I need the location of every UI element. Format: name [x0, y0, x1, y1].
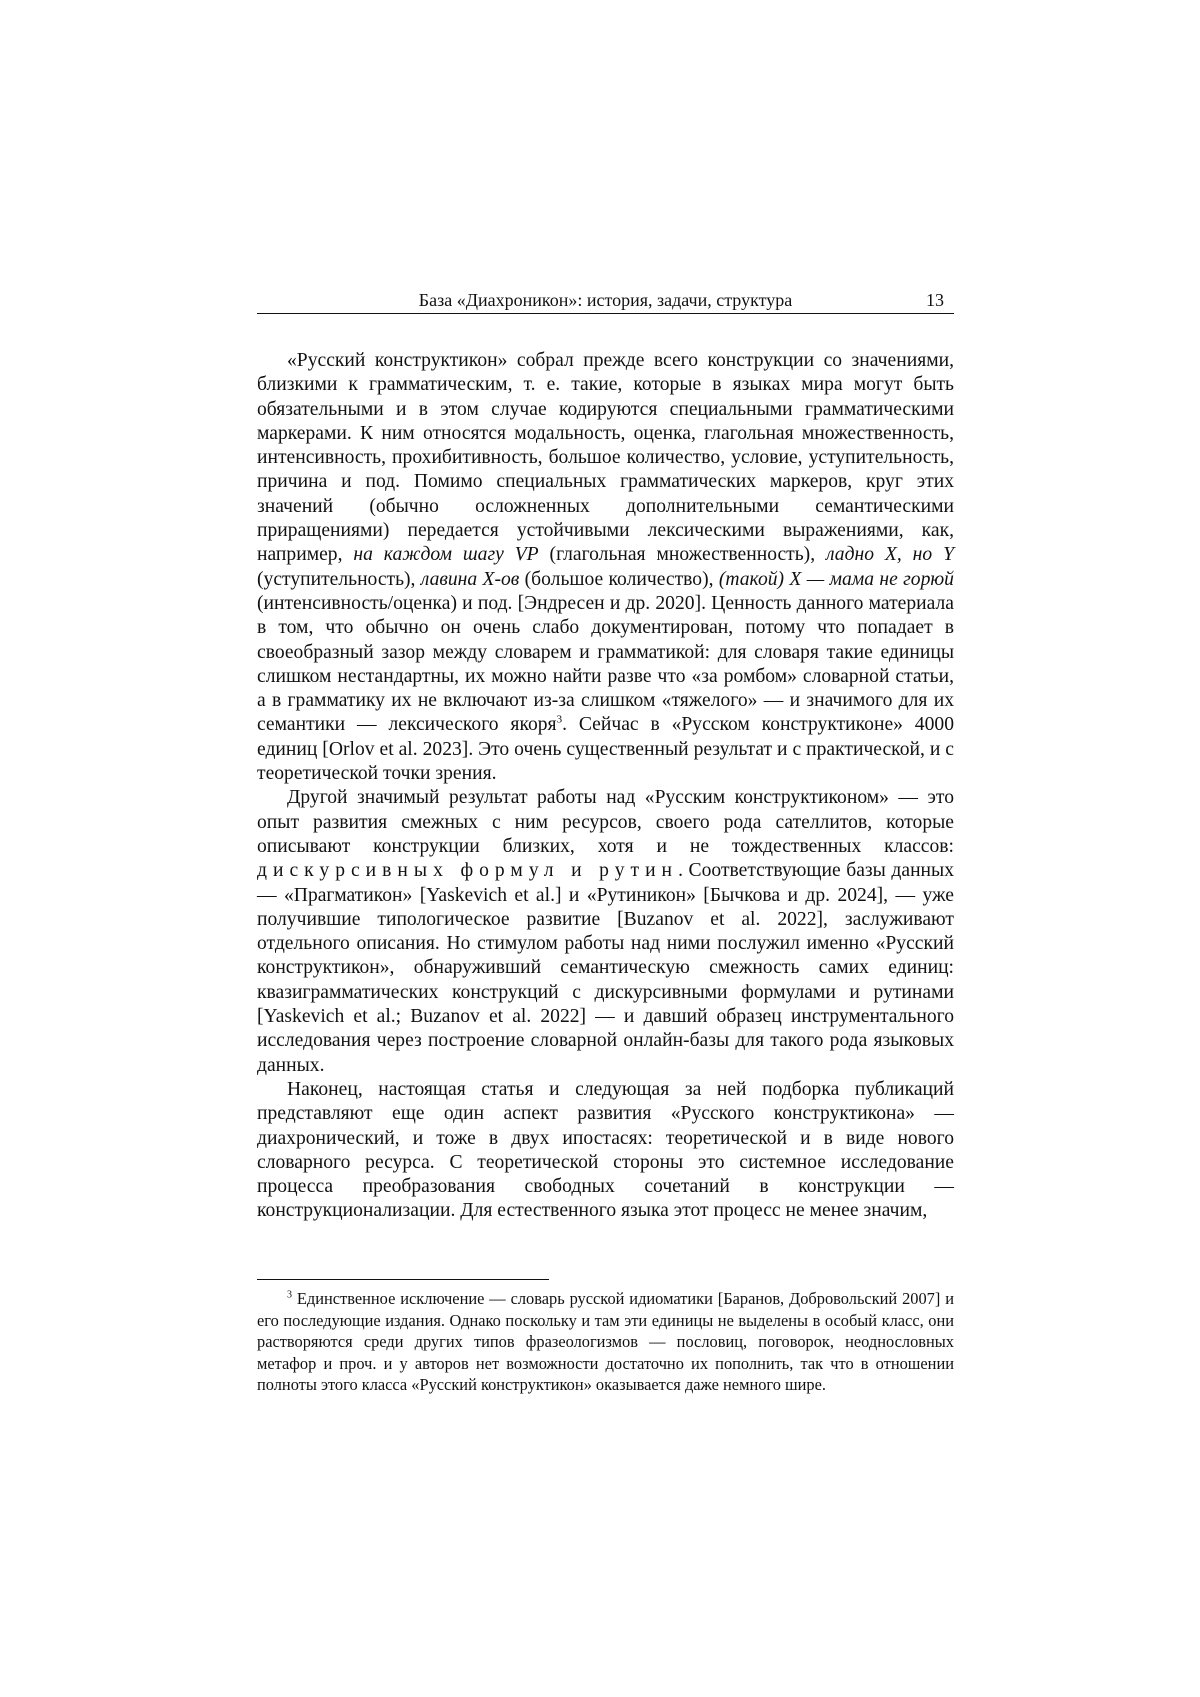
text-run: (интенсивность/оценка) и под. [Эндресен и др. 2020]. Ценность данного материала в том, что обычно он очень слабо документирован, потому что попадает в своеобразный зазор между словарем и грамматикой: для словаря такие единицы слишком нестандартны, их можно найти разве что «за ромбом» словарной статьи, а в грамматику их не включают из-за слишком «тяжелого» — и значимого для их семантики — лексического якоря	[257, 592, 954, 736]
text-run: . Соответствующие базы данных — «Прагматикон» [Yaskevich et al.] и «Рутиникон» [Бычкова и др. 2024], — уже получившие типологическое развитие [Buzanov et al. 2022], заслуживают отдельного описания. Но стимулом работы над ними послужил именно «Русский конструктикон», обнаруживший семантическую смежность самих единиц: квазиграмматических конструкций с дискурсивными формулами и рутинами [Yaskevich et al.; Buzanov et al. 2022] — и давший образец инструментального исследования через построение словарной онлайн-базы для такого рода языковых данных.	[257, 860, 954, 1076]
paragraph-2	[257, 786, 954, 1078]
footnote-3	[257, 1288, 954, 1396]
text-run: Наконец, настоящая статья и следующая за ней подборка публикаций представляют еще один аспект развития «Русского конструктикона» — диахронический, и тоже в двух ипостасях: теоретической и в виде нового словарного ресурса. С теоретической стороны это системное исследование процесса преобразования свободных сочетаний в конструкции — конструкционализации. Для естественного языка этот процесс не менее значим,	[257, 1078, 954, 1222]
paragraph-3	[257, 1078, 954, 1224]
text-run: дискурсивных формул и рутин	[257, 860, 679, 882]
italic-example: на каждом шагу VP	[353, 544, 539, 566]
footnote-marker: 3	[287, 1289, 292, 1301]
text-run: (глагольная множественность),	[538, 544, 826, 566]
text-run: (уступительность),	[257, 568, 421, 590]
running-header	[257, 287, 954, 314]
italic-example: лавина X-ов	[420, 568, 520, 590]
footnote-marker: 3	[556, 713, 563, 726]
italic-example: (такой) X — мама не горюй	[718, 568, 954, 590]
text-run: (большое количество),	[519, 568, 719, 590]
text-run: «Русский конструктикон» собрал прежде всего конструкции со значениями, близкими к грамматическим, т. е. такие, которые в языках мира могут быть обязательными и в этом случае кодируются специальными грамматическими маркерами. К ним относятся модальность, оценка, глагольная множественность, интенсивность, прохибитивность, большое количество, условие, уступительность, причина и под. Помимо специальных грамматических маркеров, круг этих значений (обычно осложненных дополнительными семантическими приращениями) передается устойчивыми лексическими выражениями, как, например,	[257, 350, 954, 566]
footnote-text	[257, 1288, 954, 1396]
footnote-separator	[257, 1279, 549, 1280]
body-text	[257, 349, 954, 1224]
text-run: Единственное исключение — словарь русской идиоматики [Баранов, Добровольский 2007] и его последующие издания. Однако поскольку и там эти единицы не выделены в особый класс, они растворяются среди других типов фразеологизмов — пословиц, поговорок, неоднословных метафор и проч. и у авторов нет возможности достаточно их пополнить, так что в отношении полноты этого класса «Русский конструктикон» оказывается даже немного шире.	[257, 1289, 954, 1395]
text-run: Другой значимый результат работы над «Русским конструктиконом» — это опыт развития смежных с ним ресурсов, своего рода сателлитов, которые описывают конструкции близких, хотя и не тождественных классов:	[257, 787, 954, 857]
page-number: 13	[926, 290, 944, 310]
italic-example: ладно X, но Y	[826, 544, 954, 566]
running-title: База «Диахроникон»: история, задачи, структура	[418, 290, 793, 310]
text-run: . Сейчас в «Русском конструктиконе» 4000 единиц [Orlov et al. 2023]. Это очень существенный результат и с практической, и с теоретической точки зрения.	[257, 714, 954, 785]
paragraph-1	[257, 349, 954, 786]
